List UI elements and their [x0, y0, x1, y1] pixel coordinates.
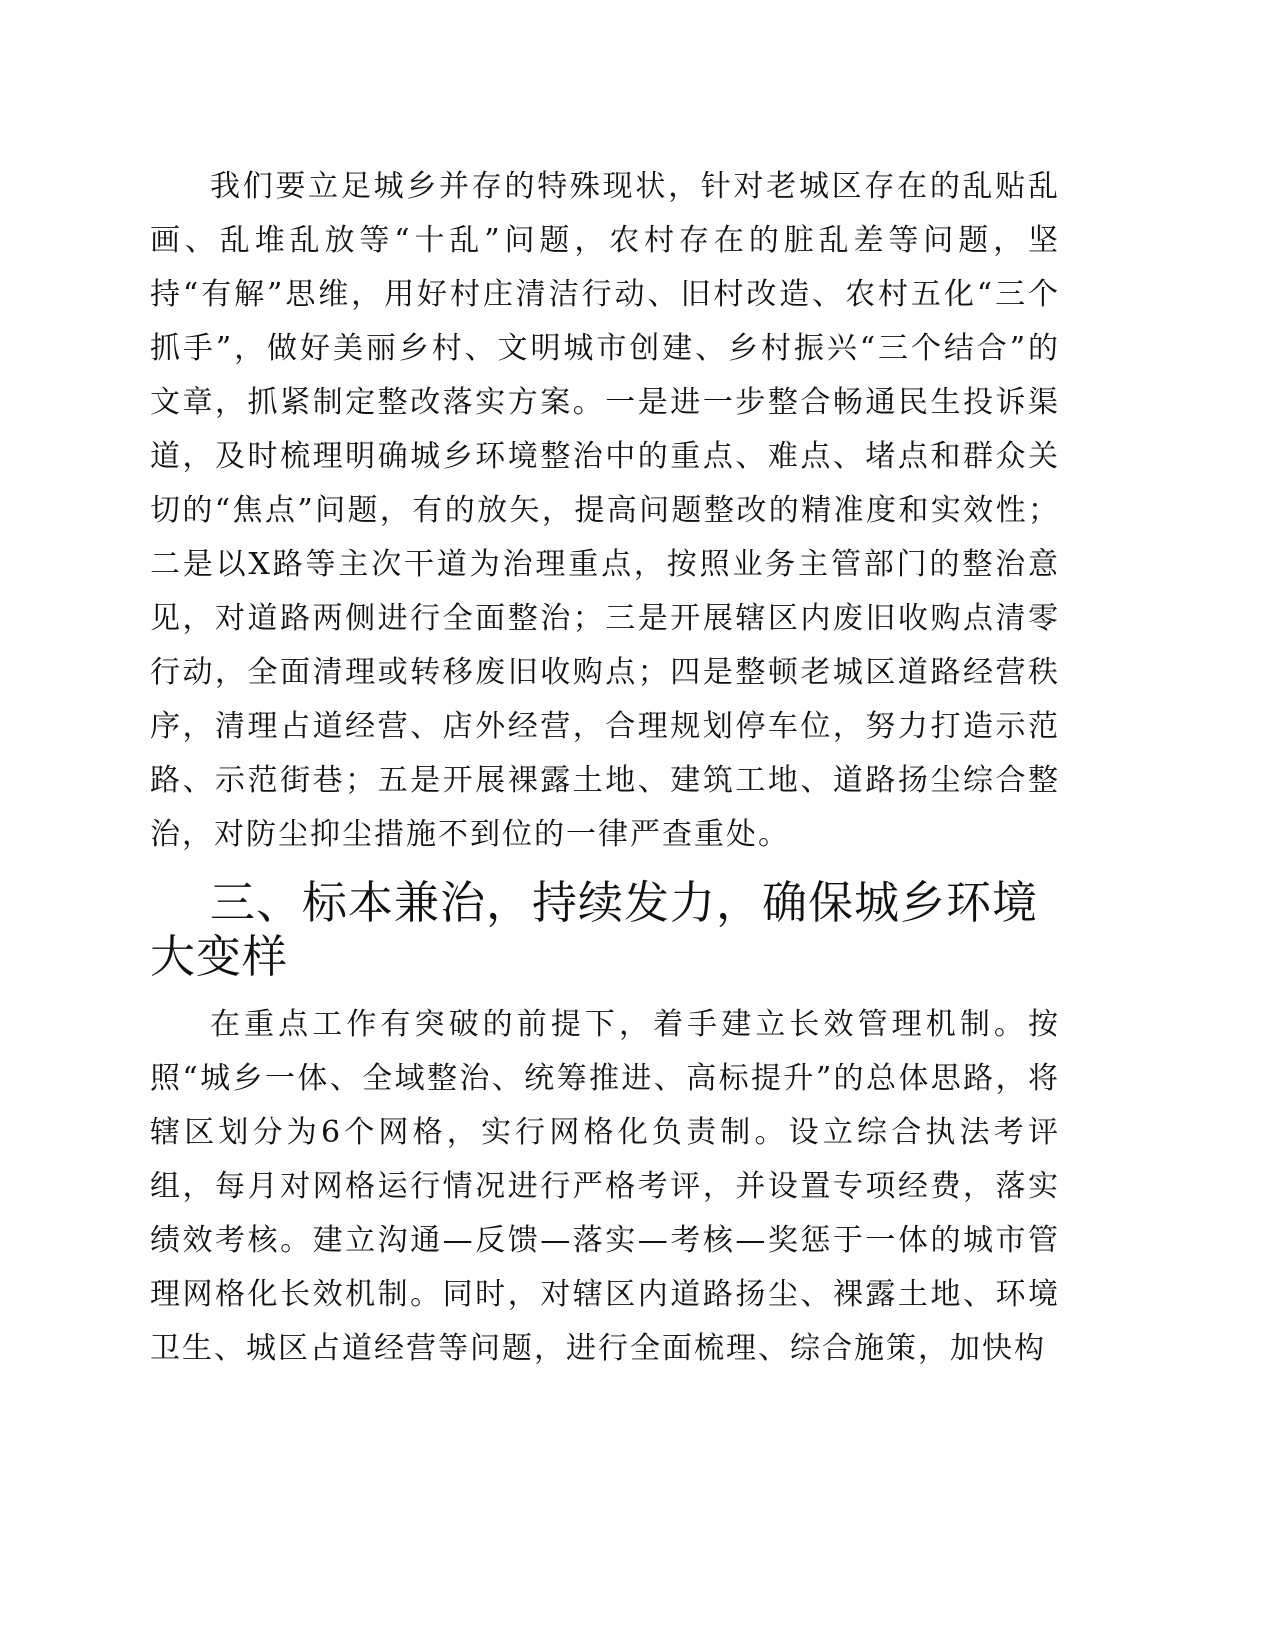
section-heading: 三、标本兼治，持续发力，确保城乡环境大变样	[150, 876, 1039, 983]
document-body	[150, 160, 1060, 1376]
body-paragraph: 我们要立足城乡并存的特殊现状，针对老城区存在的乱贴乱画、乱堆乱放等“十乱”问题，农村存在的脏乱差等问题，坚持“有解”思维，用好村庄清洁行动、旧村改造、农村五化“三个抓手”，做好美丽乡村、文明城市创建、乡村振兴“三个结合”的文章，抓紧制定整改落实方案。一是进一步整合畅通民生投诉渠道，及时梳理明确城乡环境整治中的重点、难点、堵点和群众关切的“焦点”问题，有的放矢，提高问题整改的精准度和实效性；二是以X路等主次干道为治理重点，按照业务主管部门的整治意见，对道路两侧进行全面整治；三是开展辖区内废旧收购点清零行动，全面清理或转移废旧收购点；四是整顿老城区道路经营秩序，清理占道经营、店外经营，合理规划停车位，努力打造示范路、示范街巷；五是开展裸露土地、建筑工地、道路扬尘综合整治，对防尘抑尘措施不到位的一律严查重处。	[150, 169, 1060, 852]
body-paragraph: 在重点工作有突破的前提下，着手建立长效管理机制。按照“城乡一体、全域整治、统筹推进、高标提升”的总体思路，将辖区划分为6个网格，实行网格化负责制。设立综合执法考评组，每月对网格运行情况进行严格考评，并设置专项经费，落实绩效考核。建立沟通—反馈—落实—考核—奖惩于一体的城市管理网格化长效机制。同时，对辖区内道路扬尘、裸露土地、环境卫生、城区占道经营等问题，进行全面梳理、综合施策，加快构	[150, 1007, 1060, 1366]
